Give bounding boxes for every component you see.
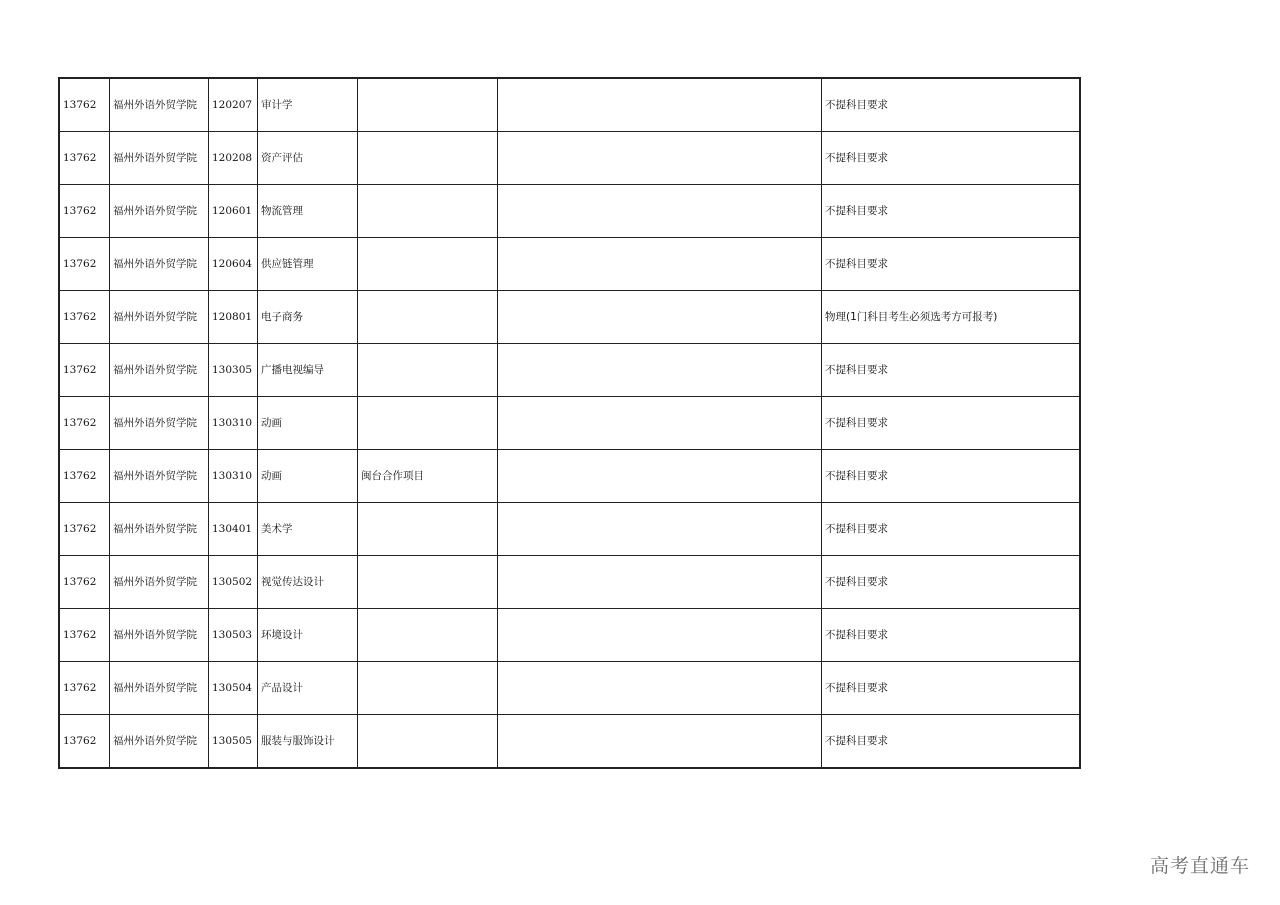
remark-cell <box>358 132 498 185</box>
institution-code-cell: 13762 <box>59 238 110 291</box>
institution-code-cell: 13762 <box>59 78 110 132</box>
empty-cell <box>498 344 822 397</box>
subject-requirement-cell: 不提科目要求 <box>822 715 1081 769</box>
empty-cell <box>498 291 822 344</box>
major-name-cell: 审计学 <box>258 78 358 132</box>
table-row <box>59 450 1080 503</box>
major-name-cell: 电子商务 <box>258 291 358 344</box>
institution-code-cell: 13762 <box>59 715 110 769</box>
empty-cell <box>498 78 822 132</box>
institution-name-cell: 福州外语外贸学院 <box>110 291 209 344</box>
major-code-cell: 130503 <box>209 609 258 662</box>
table-row <box>59 78 1080 132</box>
major-code-cell: 120207 <box>209 78 258 132</box>
remark-cell <box>358 715 498 769</box>
major-code-cell: 120604 <box>209 238 258 291</box>
major-code-cell: 130305 <box>209 344 258 397</box>
major-name-cell: 动画 <box>258 397 358 450</box>
major-code-cell: 120208 <box>209 132 258 185</box>
major-name-cell: 资产评估 <box>258 132 358 185</box>
remark-cell <box>358 397 498 450</box>
empty-cell <box>498 556 822 609</box>
institution-code-cell: 13762 <box>59 291 110 344</box>
table-row <box>59 662 1080 715</box>
subject-requirement-cell: 不提科目要求 <box>822 185 1081 238</box>
institution-name-cell: 福州外语外贸学院 <box>110 238 209 291</box>
table-row <box>59 291 1080 344</box>
remark-cell <box>358 78 498 132</box>
institution-code-cell: 13762 <box>59 132 110 185</box>
subject-requirement-cell: 不提科目要求 <box>822 132 1081 185</box>
major-code-cell: 130310 <box>209 397 258 450</box>
empty-cell <box>498 397 822 450</box>
table-row <box>59 609 1080 662</box>
remark-cell <box>358 291 498 344</box>
institution-name-cell: 福州外语外贸学院 <box>110 397 209 450</box>
table-row <box>59 715 1080 769</box>
table-row <box>59 397 1080 450</box>
empty-cell <box>498 450 822 503</box>
institution-code-cell: 13762 <box>59 609 110 662</box>
remark-cell <box>358 238 498 291</box>
institution-name-cell: 福州外语外贸学院 <box>110 609 209 662</box>
subject-requirement-cell: 不提科目要求 <box>822 78 1081 132</box>
empty-cell <box>498 503 822 556</box>
subject-requirement-cell: 不提科目要求 <box>822 662 1081 715</box>
institution-code-cell: 13762 <box>59 344 110 397</box>
table-row <box>59 238 1080 291</box>
institution-name-cell: 福州外语外贸学院 <box>110 556 209 609</box>
major-name-cell: 产品设计 <box>258 662 358 715</box>
remark-cell: 闽台合作项目 <box>358 450 498 503</box>
major-name-cell: 美术学 <box>258 503 358 556</box>
empty-cell <box>498 185 822 238</box>
subject-requirement-cell: 物理(1门科目考生必须选考方可报考) <box>822 291 1081 344</box>
major-name-cell: 物流管理 <box>258 185 358 238</box>
table-row <box>59 132 1080 185</box>
institution-code-cell: 13762 <box>59 397 110 450</box>
subject-requirement-cell: 不提科目要求 <box>822 397 1081 450</box>
major-name-cell: 动画 <box>258 450 358 503</box>
watermark: 高考直通车 <box>1149 855 1250 877</box>
enrollment-table <box>58 77 1081 769</box>
major-name-cell: 供应链管理 <box>258 238 358 291</box>
table-body <box>59 78 1080 768</box>
empty-cell <box>498 238 822 291</box>
institution-name-cell: 福州外语外贸学院 <box>110 662 209 715</box>
institution-name-cell: 福州外语外贸学院 <box>110 132 209 185</box>
major-code-cell: 130505 <box>209 715 258 769</box>
remark-cell <box>358 662 498 715</box>
remark-cell <box>358 185 498 238</box>
major-code-cell: 120601 <box>209 185 258 238</box>
table-row <box>59 185 1080 238</box>
institution-name-cell: 福州外语外贸学院 <box>110 185 209 238</box>
empty-cell <box>498 609 822 662</box>
subject-requirement-cell: 不提科目要求 <box>822 503 1081 556</box>
remark-cell <box>358 609 498 662</box>
major-code-cell: 130504 <box>209 662 258 715</box>
institution-name-cell: 福州外语外贸学院 <box>110 715 209 769</box>
major-name-cell: 环境设计 <box>258 609 358 662</box>
institution-code-cell: 13762 <box>59 662 110 715</box>
major-name-cell: 广播电视编导 <box>258 344 358 397</box>
table-row <box>59 503 1080 556</box>
table-row <box>59 344 1080 397</box>
institution-name-cell: 福州外语外贸学院 <box>110 344 209 397</box>
subject-requirement-cell: 不提科目要求 <box>822 344 1081 397</box>
major-code-cell: 120801 <box>209 291 258 344</box>
remark-cell <box>358 344 498 397</box>
table-row <box>59 556 1080 609</box>
major-name-cell: 视觉传达设计 <box>258 556 358 609</box>
subject-requirement-cell: 不提科目要求 <box>822 238 1081 291</box>
remark-cell <box>358 503 498 556</box>
empty-cell <box>498 132 822 185</box>
institution-code-cell: 13762 <box>59 556 110 609</box>
institution-code-cell: 13762 <box>59 503 110 556</box>
empty-cell <box>498 662 822 715</box>
institution-code-cell: 13762 <box>59 450 110 503</box>
major-code-cell: 130401 <box>209 503 258 556</box>
subject-requirement-cell: 不提科目要求 <box>822 450 1081 503</box>
subject-requirement-cell: 不提科目要求 <box>822 609 1081 662</box>
major-name-cell: 服装与服饰设计 <box>258 715 358 769</box>
subject-requirement-cell: 不提科目要求 <box>822 556 1081 609</box>
empty-cell <box>498 715 822 769</box>
remark-cell <box>358 556 498 609</box>
institution-code-cell: 13762 <box>59 185 110 238</box>
major-code-cell: 130502 <box>209 556 258 609</box>
institution-name-cell: 福州外语外贸学院 <box>110 450 209 503</box>
institution-name-cell: 福州外语外贸学院 <box>110 78 209 132</box>
major-code-cell: 130310 <box>209 450 258 503</box>
institution-name-cell: 福州外语外贸学院 <box>110 503 209 556</box>
